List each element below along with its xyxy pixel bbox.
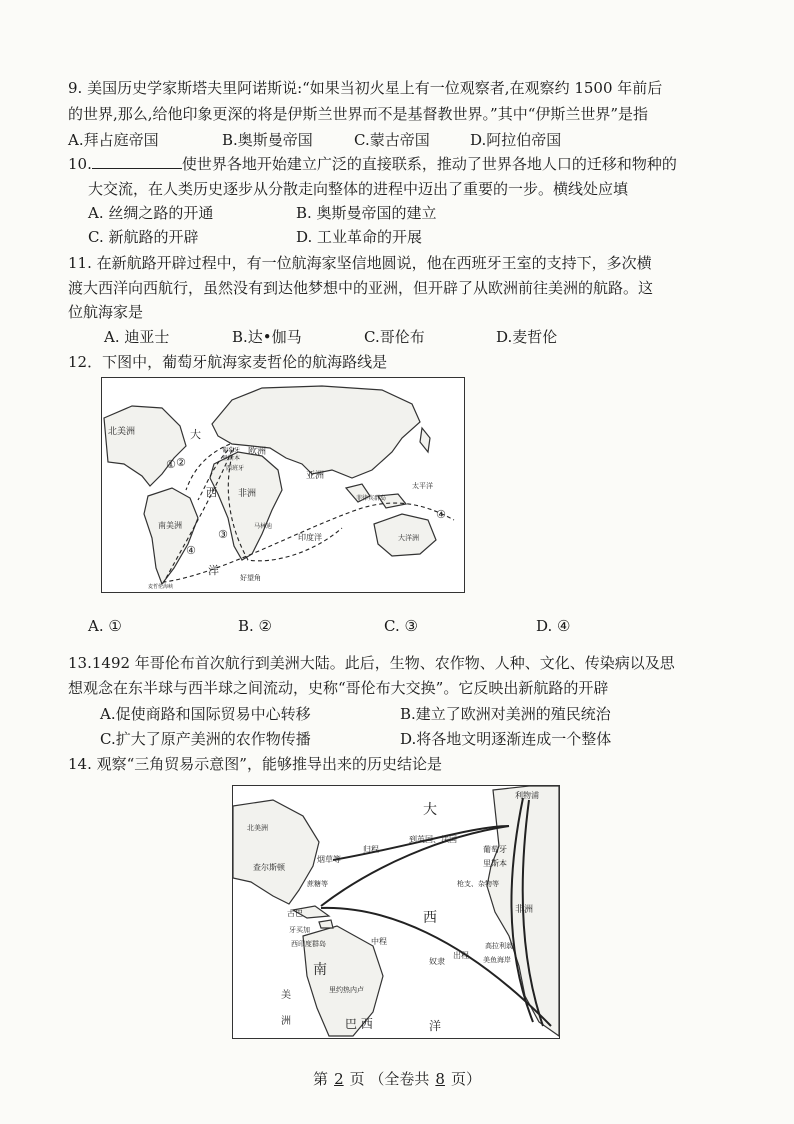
q12-stem: 12．下图中，葡萄牙航海家麦哲伦的航海路线是 [68, 353, 388, 371]
label-africa: 非洲 [515, 905, 534, 915]
footer-total-pages: 8 [435, 1070, 445, 1088]
route-2-marker: ② [176, 456, 186, 469]
label-philippines: 菲律宾群岛 [356, 495, 387, 502]
label-da: 大 [190, 428, 201, 441]
label-lisbon: 里斯本 [483, 859, 507, 868]
q9-option-d: D.阿拉伯帝国 [470, 131, 562, 149]
label-north-america: 北美洲 [108, 427, 136, 437]
label-sugar: 蔗糖等 [307, 880, 328, 888]
q11-line1: 11. 在新航路开辟过程中，有一位航海家坚信地圆说，他在西班牙王室的支持下，多次横 [68, 254, 652, 272]
q14-triangle-trade-map [232, 785, 560, 1039]
q10-number: 10. [68, 155, 92, 173]
q11-option-c: C.哥伦布 [364, 328, 425, 346]
label-yang: 洋 [208, 564, 219, 577]
label-europe: 欧洲 [248, 447, 267, 457]
label-malindi: 马林迪 [254, 523, 273, 530]
q13-option-a: A.促使商路和国际贸易中心转移 [100, 705, 311, 723]
q12-option-a: A. ① [88, 617, 122, 635]
label-south-america: 南美洲 [158, 521, 182, 530]
footer-post: 页） [450, 1070, 481, 1088]
q11-option-a: A. 迪亚士 [104, 328, 170, 346]
q11-option-d: D.麦哲伦 [496, 328, 558, 346]
label-oceania: 大洋洲 [398, 534, 419, 542]
label-tobacco: 烟草等 [317, 855, 341, 864]
label-north-america: 北美洲 [247, 824, 268, 832]
label-jamaica: 牙买加 [289, 926, 310, 934]
route-3-marker: ③ [218, 528, 228, 541]
q10-blank [92, 152, 182, 169]
label-cape: 好望角 [240, 574, 261, 582]
label-england-france: 到英国、法国 [409, 835, 457, 844]
label-xi: 西 [206, 486, 217, 499]
label-guns: 枪支、杂物等 [457, 880, 499, 888]
q12-option-d: D. ④ [536, 617, 571, 635]
label-lisbon: 里斯本 [222, 455, 241, 462]
q12-option-b: B. ② [238, 617, 273, 635]
q13-option-b: B.建立了欧洲对美洲的殖民统治 [400, 705, 611, 723]
label-asia: 亚洲 [306, 471, 325, 481]
route-4-marker: ④ [186, 544, 196, 557]
label-mei: 美 [281, 990, 291, 1001]
label-liverpool: 利物浦 [515, 791, 539, 800]
q12-option-c: C. ③ [384, 617, 418, 635]
q14-stem: 14. 观察“三角贸易示意图”，能够推导出来的历史结论是 [68, 755, 442, 773]
label-nan: 南 [313, 962, 327, 978]
q11-line3: 位航海家是 [68, 303, 144, 321]
q11-option-b: B.达•伽马 [232, 328, 302, 346]
label-xi: 西 [423, 910, 437, 926]
label-magellan-strait: 麦哲伦海峡 [148, 584, 174, 590]
q9-option-c: C.蒙古帝国 [354, 131, 430, 149]
route-4-marker-east: ④ [436, 508, 446, 521]
route-1-marker: ① [166, 458, 176, 471]
label-charleston: 查尔斯顿 [253, 863, 285, 872]
q12-route-map [101, 377, 465, 593]
q10-text1: 使世界各地开始建立广泛的直接联系，推动了世界各地人口的迁移和物种的 [181, 155, 677, 173]
label-slaves: 奴隶 [429, 957, 445, 966]
q13-option-d: D.将各地文明逐渐连成一个整体 [400, 730, 612, 748]
label-outbound: 出程 [453, 951, 469, 960]
q10-option-a: A. 丝绸之路的开通 [88, 204, 214, 222]
q9-line1: 9. 美国历史学家斯塔夫里阿诺斯说:“如果当初火星上有一位观察者,在观察约 1500 年前后 [68, 79, 663, 97]
q9-option-b: B.奥斯曼帝国 [222, 131, 313, 149]
label-rio: 里约热内卢 [329, 986, 364, 994]
label-yang: 洋 [429, 1019, 442, 1033]
q13-line2: 想观念在东半球与西半球之间流动，史称“哥伦布大交换”。它反映出新航路的开辟 [68, 679, 609, 697]
label-spain: 西班牙 [226, 465, 245, 472]
label-ango: 美鱼海岸 [483, 956, 511, 964]
label-portugal: 葡萄牙 [222, 447, 241, 454]
q10-line2: 大交流，在人类历史逐步从分散走向整体的进程中迈出了重要的一步。横线处应填 [88, 180, 629, 198]
q13-option-c: C.扩大了原产美洲的农作物传播 [100, 730, 311, 748]
footer-mid: 页 （全卷共 [349, 1070, 430, 1088]
label-africa: 非洲 [238, 489, 257, 499]
label-zhou: 洲 [281, 1016, 291, 1027]
label-cuba: 古巴 [287, 909, 303, 918]
footer-page-number: 2 [334, 1070, 344, 1088]
label-return: 归程 [363, 845, 379, 854]
q9-option-a: A.拜占庭帝国 [68, 131, 159, 149]
label-portugal: 葡萄牙 [483, 845, 507, 854]
label-west-indies: 西印度群岛 [291, 940, 326, 948]
label-da: 大 [423, 802, 437, 818]
q10-line1 [68, 152, 728, 176]
q11-line2: 渡大西洋向西航行，虽然没有到达他梦想中的亚洲，但开辟了从欧洲前往美洲的航路。这 [68, 279, 654, 297]
label-brazil: 巴 西 [345, 1017, 373, 1031]
q9-line2: 的世界,那么,给他印象更深的将是伊斯兰世界而不是基督教世界。”其中“伊斯兰世界”是指 [68, 105, 649, 123]
q13-line1: 13.1492 年哥伦布首次航行到美洲大陆。此后，生物、农作物、人种、文化、传染病以及思 [68, 654, 675, 672]
label-indian-ocean: 印度洋 [298, 533, 322, 542]
q10-option-d: D. 工业革命的开展 [296, 228, 423, 246]
label-pacific: 太平洋 [412, 482, 433, 490]
q10-option-c: C. 新航路的开辟 [88, 228, 199, 246]
label-gaoli: 高拉利翁 [485, 942, 513, 950]
q10-option-b: B. 奥斯曼帝国的建立 [296, 204, 437, 222]
page-footer [0, 1068, 794, 1089]
footer-pre: 第 [313, 1070, 329, 1088]
label-middle: 中程 [371, 937, 387, 946]
